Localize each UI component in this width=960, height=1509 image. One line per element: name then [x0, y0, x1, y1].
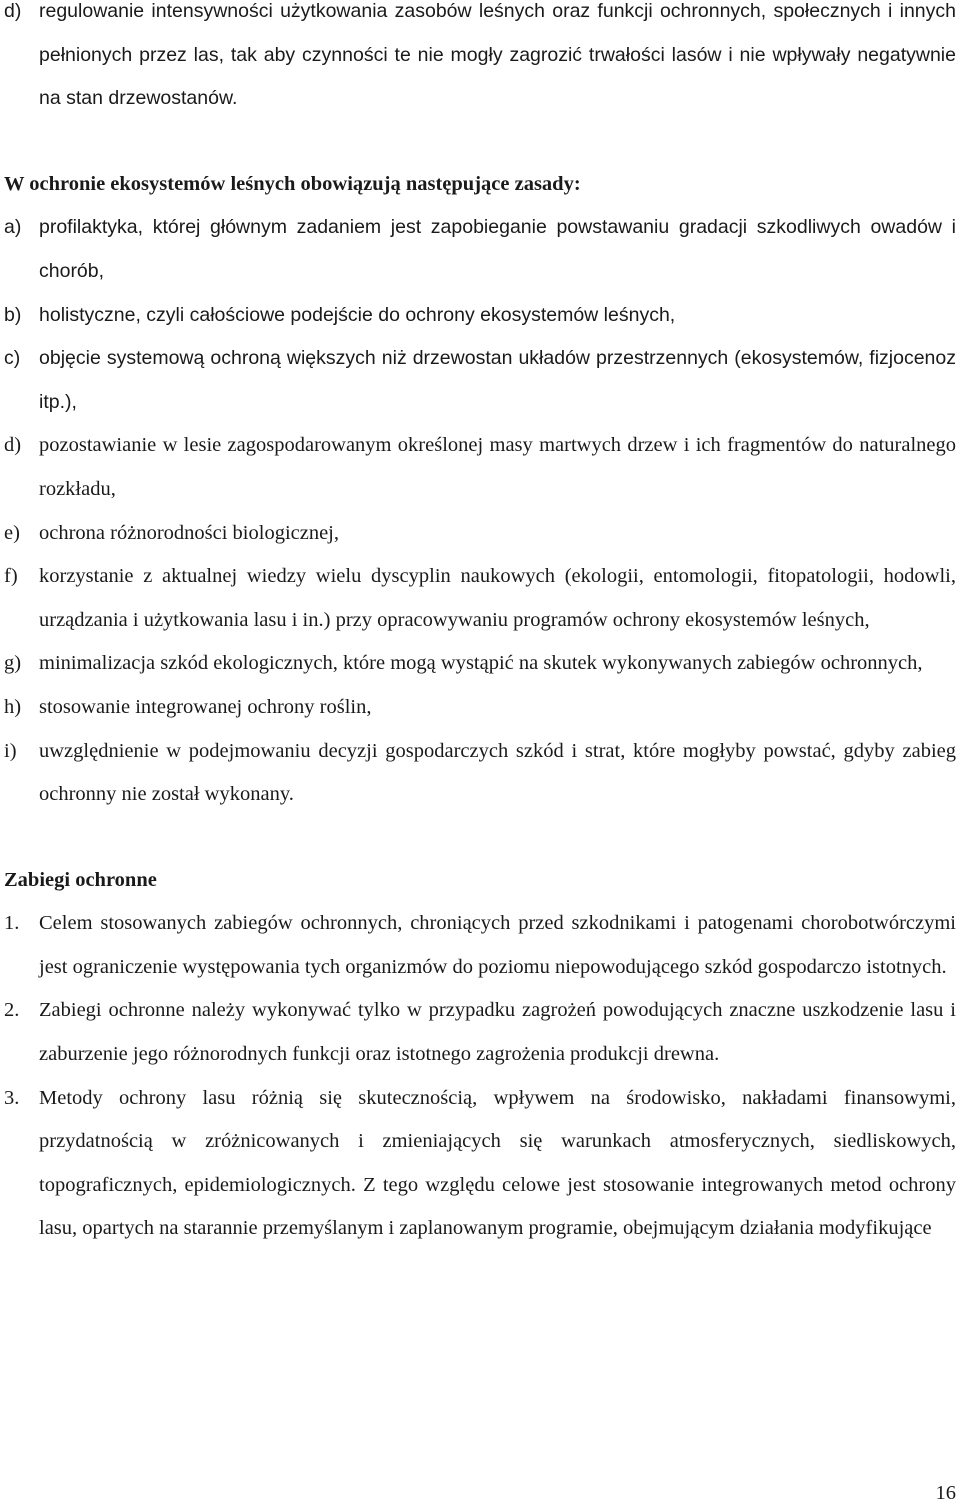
item-text: pozostawianie w lesie zagospodarowanym określonej masy martwych drzew i ich fragmentów do naturalnego rozkładu, [39, 434, 956, 500]
item-text: objęcie systemową ochroną większych niż drzewostan układów przestrzennych (ekosystemów, fizjocenoz itp.), [39, 347, 956, 413]
item-label: 2. [4, 999, 20, 1022]
item-label: g) [4, 652, 22, 675]
item-text: holistyczne, czyli całościowe podejście do ochrony ekosystemów leśnych, [39, 303, 676, 326]
page-number: 16 [935, 1482, 956, 1504]
item-text: stosowanie integrowanej ochrony roślin, [39, 695, 372, 718]
principle-item-e [0, 512, 960, 556]
item-text: ochrona różnorodności biologicznej, [39, 521, 340, 544]
item-label: c) [4, 347, 21, 370]
principle-item-h [0, 686, 960, 730]
treatment-item-1 [0, 902, 960, 989]
list-item-top-d [0, 0, 960, 121]
treatments-heading: Zabiegi ochronne [4, 868, 157, 891]
item-text: minimalizacja szkód ekologicznych, które mogą wystąpić na skutek wykonywanych zabiegów ochronnych, [39, 652, 923, 675]
treatment-item-3 [0, 1077, 960, 1251]
principle-item-i [0, 730, 960, 817]
principle-item-c [0, 337, 960, 424]
principle-item-a [0, 206, 960, 293]
item-label: 1. [4, 912, 20, 935]
item-text: Celem stosowanych zabiegów ochronnych, chroniących przed szkodnikami i patogenami chorobotwórczymi jest ograniczenie występowania tych organizmów do poziomu niepowodującego szkód gospodarczo istotnych. [39, 912, 956, 978]
treatment-item-2 [0, 989, 960, 1076]
item-text: profilaktyka, której głównym zadaniem jest zapobieganie powstawaniu gradacji szkodliwych owadów i chorób, [39, 216, 956, 282]
item-label: i) [4, 739, 17, 762]
principle-item-b [0, 294, 960, 338]
item-label: 3. [4, 1086, 20, 1109]
principle-item-f [0, 555, 960, 642]
item-text: Metody ochrony lasu różnią się skutecznością, wpływem na środowisko, nakładami finansowymi, przydatnością w zróżnicowanych i zmieniających się warunkach atmosferycznych, siedliskowych, topograficznych, epidemiologicznych. Z tego względu celowe jest stosowanie integrowanych metod ochrony lasu, opartych na starannie przemyślanym i zaplanowanym programie, obejmującym działania modyfikujące [39, 1086, 956, 1240]
item-label: b) [4, 303, 22, 326]
item-text: korzystanie z aktualnej wiedzy wielu dyscyplin naukowych (ekologii, entomologii, fitopatologii, hodowli, urządzania i użytkowania lasu i in.) przy opracowywaniu programów ochrony ekosystemów leśnych, [39, 565, 956, 631]
principle-item-d [0, 424, 960, 511]
item-label: d) [4, 434, 22, 457]
item-text: Zabiegi ochronne należy wykonywać tylko w przypadku zagrożeń powodujących znaczne uszkodzenie lasu i zaburzenie jego różnorodnych funkcji oraz istotnego zagrożenia produkcji drewna. [39, 999, 956, 1066]
item-label: h) [4, 695, 22, 718]
principle-item-g [0, 642, 960, 686]
item-label: a) [4, 216, 22, 239]
item-text: regulowanie intensywności użytkowania zasobów leśnych oraz funkcji ochronnych, społecznych i innych pełnionych przez las, tak aby czynności te nie mogły zagrozić trwałości lasów i nie wpływały negatywnie na stan drzewostanów. [39, 0, 956, 110]
item-label: f) [4, 565, 18, 588]
item-label: e) [4, 521, 20, 544]
principles-heading: W ochronie ekosystemów leśnych obowiązują następujące zasady: [4, 172, 581, 195]
item-label: d) [4, 0, 22, 22]
item-text: uwzględnienie w podejmowaniu decyzji gospodarczych szkód i strat, które mogłyby powstać, gdyby zabieg ochronny nie został wykonany. [39, 739, 956, 806]
